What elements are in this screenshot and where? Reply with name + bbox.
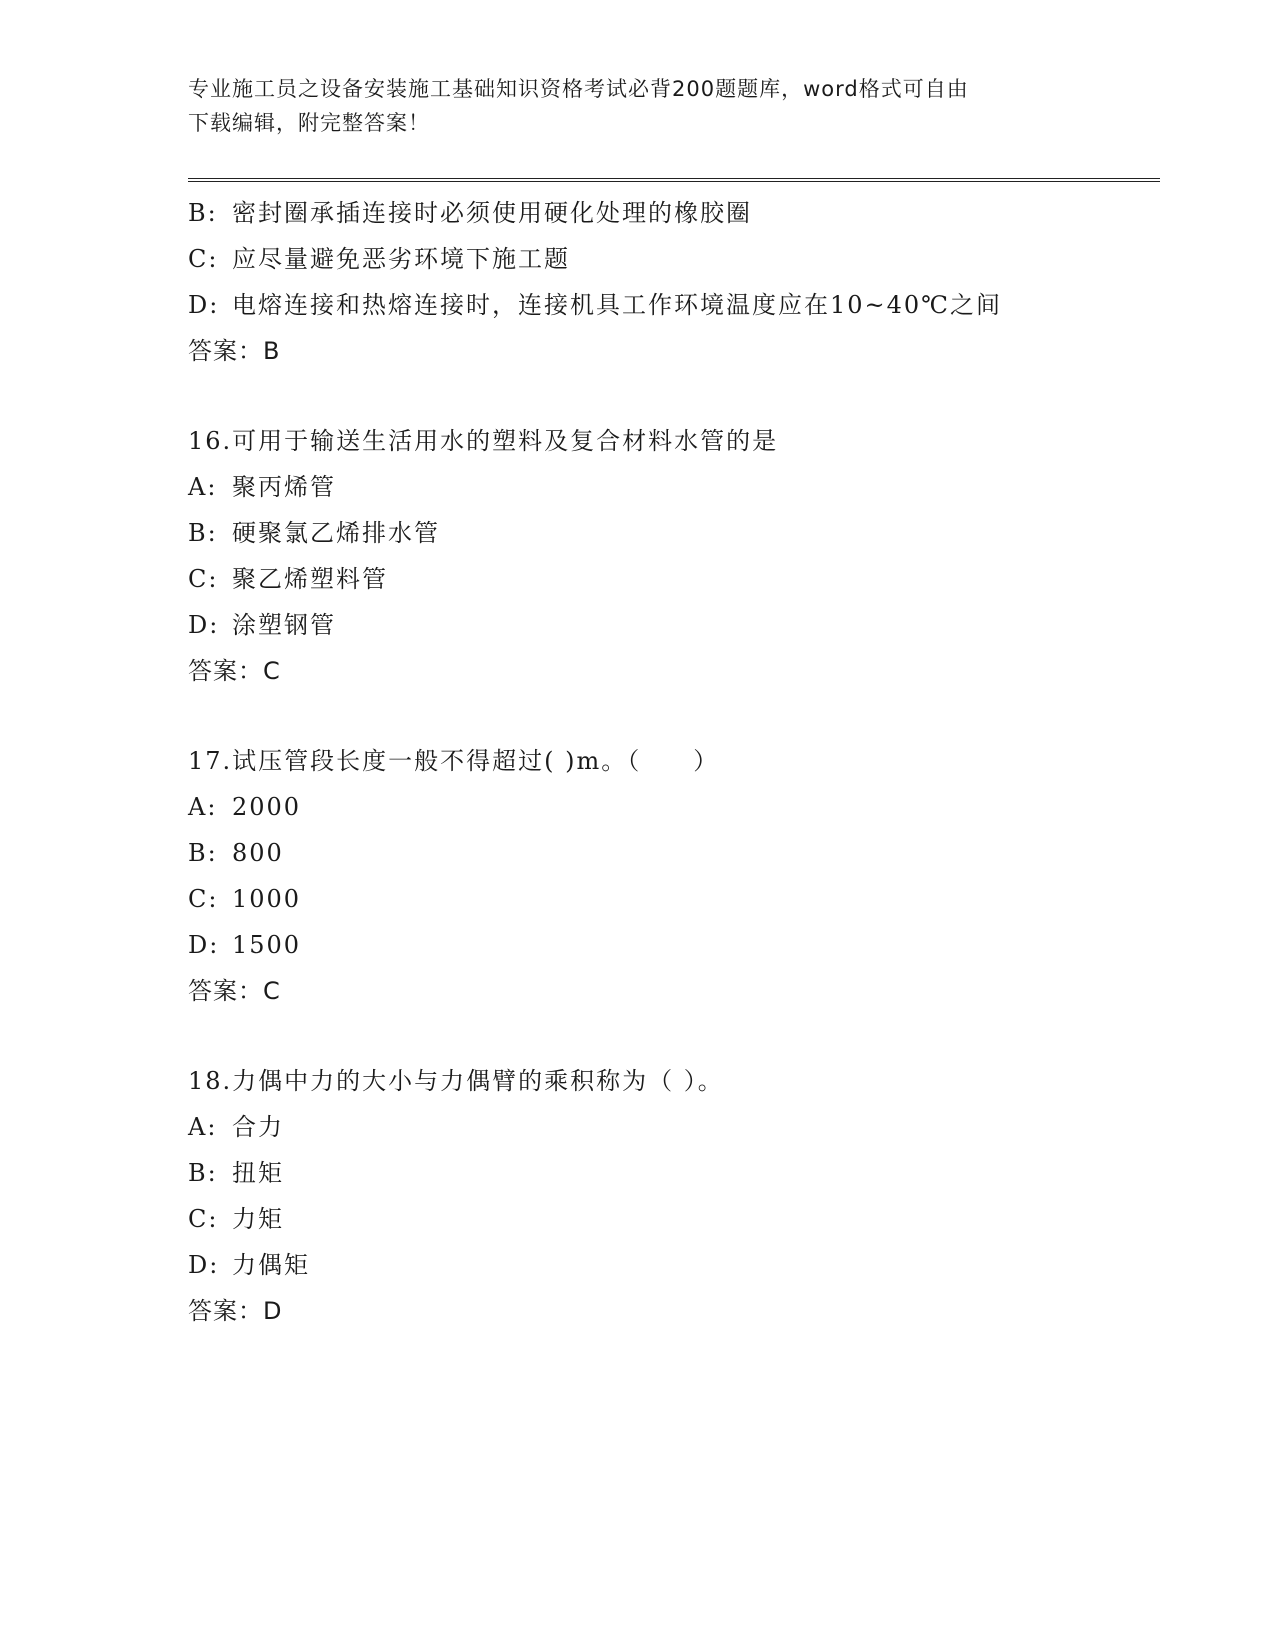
option-d: D: 电熔连接和热熔连接时，连接机具工作环境温度应在10~40℃之间	[188, 291, 1003, 319]
option-c: C: 聚乙烯塑料管	[188, 565, 388, 593]
document-body	[188, 190, 1158, 1334]
option-a: A: 2000	[188, 793, 302, 821]
header-divider	[188, 178, 1160, 182]
option-a: A: 聚丙烯管	[188, 473, 336, 501]
option-c: C: 1000	[188, 885, 302, 913]
question-18	[188, 1058, 1158, 1334]
question-stem: 17.试压管段长度一般不得超过( )m。（ ）	[188, 747, 720, 775]
question-stem: 16.可用于输送生活用水的塑料及复合材料水管的是	[188, 427, 779, 455]
option-d: D: 1500	[188, 931, 302, 959]
option-d: D: 涂塑钢管	[188, 611, 336, 639]
header-line-1: 专业施工员之设备安装施工基础知识资格考试必背200题题库，word格式可自由	[188, 77, 969, 101]
option-c: C: 应尽量避免恶劣环境下施工题	[188, 245, 570, 273]
option-a: A: 合力	[188, 1113, 284, 1141]
question-15-continued	[188, 190, 1158, 374]
option-b: B: 扭矩	[188, 1159, 284, 1187]
option-b: B: 密封圈承插连接时必须使用硬化处理的橡胶圈	[188, 199, 752, 227]
answer: 答案：C	[188, 657, 281, 685]
answer: 答案：C	[188, 977, 281, 1005]
header-line-2: 下载编辑，附完整答案！	[188, 111, 430, 135]
question-stem: 18.力偶中力的大小与力偶臂的乘积称为（ ）。	[188, 1067, 724, 1095]
question-16	[188, 418, 1158, 694]
option-d: D: 力偶矩	[188, 1251, 310, 1279]
answer: 答案：B	[188, 337, 281, 365]
option-b: B: 800	[188, 839, 284, 867]
option-b: B: 硬聚氯乙烯排水管	[188, 519, 440, 547]
answer: 答案：D	[188, 1297, 283, 1325]
page-header	[188, 72, 1088, 140]
question-17	[188, 738, 1158, 1014]
option-c: C: 力矩	[188, 1205, 284, 1233]
